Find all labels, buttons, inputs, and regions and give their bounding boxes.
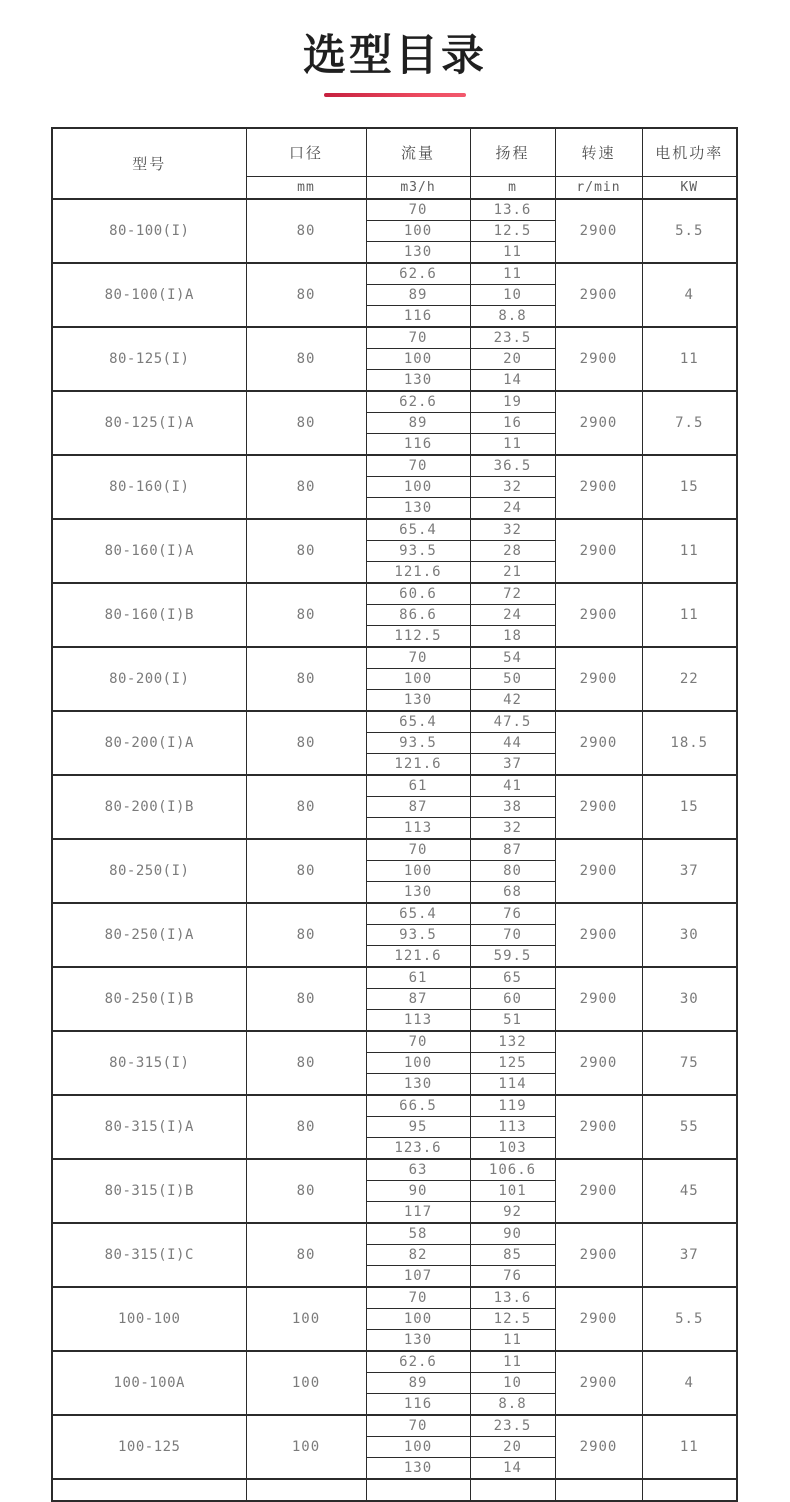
table-header [52,128,737,199]
unit-power: KW [642,177,737,200]
table-row [52,967,737,989]
diameter-cell: 100 [246,1415,366,1479]
flow-cell: 58 [366,1223,470,1245]
head-cell: 12.5 [470,221,555,242]
flow-cell: 70 [366,1415,470,1437]
flow-cell: 70 [366,327,470,349]
header-diameter: 口径 [246,128,366,177]
head-cell: 106.6 [470,1159,555,1181]
head-cell: 44 [470,733,555,754]
flow-cell: 121.6 [366,754,470,776]
diameter-cell: 100 [246,1351,366,1415]
head-cell: 11 [470,434,555,456]
table-row [52,1031,737,1053]
model-cell [52,1479,246,1501]
flow-cell: 113 [366,1010,470,1032]
unit-diameter: mm [246,177,366,200]
head-cell: 28 [470,541,555,562]
head-cell: 85 [470,1245,555,1266]
power-cell: 11 [642,327,737,391]
speed-cell: 2900 [555,583,642,647]
diameter-cell [246,1479,366,1501]
flow-cell: 61 [366,775,470,797]
head-cell: 51 [470,1010,555,1032]
table-row [52,839,737,861]
flow-cell: 60.6 [366,583,470,605]
flow-cell: 63 [366,1159,470,1181]
power-cell: 4 [642,263,737,327]
head-cell: 125 [470,1053,555,1074]
head-cell: 119 [470,1095,555,1117]
head-cell: 23.5 [470,327,555,349]
flow-cell: 107 [366,1266,470,1288]
head-cell: 65 [470,967,555,989]
head-cell: 50 [470,669,555,690]
diameter-cell: 80 [246,647,366,711]
flow-cell: 130 [366,690,470,712]
speed-cell: 2900 [555,903,642,967]
flow-cell: 90 [366,1181,470,1202]
flow-cell: 65.4 [366,903,470,925]
power-cell: 30 [642,967,737,1031]
head-cell: 11 [470,1351,555,1373]
flow-cell: 89 [366,413,470,434]
flow-cell: 61 [366,967,470,989]
table-row [52,647,737,669]
flow-cell: 100 [366,1437,470,1458]
head-cell: 80 [470,861,555,882]
speed-cell: 2900 [555,1031,642,1095]
speed-cell: 2900 [555,263,642,327]
flow-cell: 82 [366,1245,470,1266]
head-cell: 11 [470,1330,555,1352]
speed-cell: 2900 [555,199,642,263]
header-head: 扬程 [470,128,555,177]
model-cell: 80-200(I)B [52,775,246,839]
head-cell: 11 [470,263,555,285]
head-cell [470,1479,555,1501]
flow-cell: 100 [366,349,470,370]
head-cell: 8.8 [470,306,555,328]
flow-cell: 62.6 [366,391,470,413]
flow-cell: 130 [366,370,470,392]
head-cell: 76 [470,903,555,925]
diameter-cell: 80 [246,583,366,647]
unit-flow: m3/h [366,177,470,200]
head-cell: 90 [470,1223,555,1245]
head-cell: 24 [470,498,555,520]
diameter-cell: 80 [246,1223,366,1287]
head-cell: 132 [470,1031,555,1053]
speed-cell: 2900 [555,967,642,1031]
model-cell: 80-100(I)A [52,263,246,327]
flow-cell: 70 [366,1031,470,1053]
flow-cell: 116 [366,306,470,328]
head-cell: 38 [470,797,555,818]
table-row [52,1287,737,1309]
flow-cell: 86.6 [366,605,470,626]
diameter-cell: 80 [246,1031,366,1095]
flow-cell: 62.6 [366,1351,470,1373]
model-cell: 80-160(I)B [52,583,246,647]
table-row [52,1415,737,1437]
model-cell: 80-125(I) [52,327,246,391]
model-cell: 100-100 [52,1287,246,1351]
page-title: 选型目录 [303,31,487,81]
head-cell: 54 [470,647,555,669]
flow-cell: 130 [366,882,470,904]
table-row [52,519,737,541]
diameter-cell: 80 [246,775,366,839]
diameter-cell: 80 [246,1095,366,1159]
diameter-cell: 80 [246,327,366,391]
table-row [52,1159,737,1181]
speed-cell: 2900 [555,1351,642,1415]
model-cell: 80-315(I)A [52,1095,246,1159]
power-cell: 5.5 [642,199,737,263]
flow-cell: 112.5 [366,626,470,648]
model-cell: 80-160(I)A [52,519,246,583]
head-cell: 76 [470,1266,555,1288]
flow-cell: 117 [366,1202,470,1224]
unit-speed: r/min [555,177,642,200]
flow-cell: 95 [366,1117,470,1138]
model-cell: 80-200(I) [52,647,246,711]
head-cell: 114 [470,1074,555,1096]
diameter-cell: 80 [246,839,366,903]
flow-cell: 116 [366,1394,470,1416]
header-power: 电机功率 [642,128,737,177]
model-cell: 80-250(I) [52,839,246,903]
header-flow: 流量 [366,128,470,177]
speed-cell: 2900 [555,391,642,455]
power-cell: 4 [642,1351,737,1415]
speed-cell: 2900 [555,1095,642,1159]
speed-cell: 2900 [555,839,642,903]
table-row [52,775,737,797]
power-cell: 15 [642,775,737,839]
flow-cell: 93.5 [366,925,470,946]
flow-cell: 100 [366,669,470,690]
model-cell: 80-315(I)B [52,1159,246,1223]
power-cell: 55 [642,1095,737,1159]
flow-cell: 121.6 [366,946,470,968]
header-speed: 转速 [555,128,642,177]
head-cell: 32 [470,818,555,840]
flow-cell: 100 [366,477,470,498]
speed-cell: 2900 [555,711,642,775]
model-cell: 80-315(I)C [52,1223,246,1287]
power-cell: 45 [642,1159,737,1223]
head-cell: 10 [470,285,555,306]
diameter-cell: 80 [246,455,366,519]
table-row [52,583,737,605]
head-cell: 42 [470,690,555,712]
head-cell: 13.6 [470,199,555,221]
diameter-cell: 80 [246,391,366,455]
flow-cell: 116 [366,434,470,456]
head-cell: 18 [470,626,555,648]
speed-cell: 2900 [555,647,642,711]
diameter-cell: 80 [246,711,366,775]
flow-cell: 130 [366,1458,470,1480]
power-cell: 37 [642,1223,737,1287]
flow-cell: 100 [366,221,470,242]
model-cell: 80-125(I)A [52,391,246,455]
diameter-cell: 80 [246,1159,366,1223]
head-cell: 20 [470,349,555,370]
title-divider [324,93,466,97]
flow-cell: 70 [366,455,470,477]
model-cell: 80-250(I)A [52,903,246,967]
flow-cell: 123.6 [366,1138,470,1160]
table-row [52,1223,737,1245]
head-cell: 14 [470,1458,555,1480]
diameter-cell: 80 [246,903,366,967]
flow-cell: 62.6 [366,263,470,285]
table-body [52,199,737,1501]
power-cell: 11 [642,583,737,647]
speed-cell [555,1479,642,1501]
speed-cell: 2900 [555,519,642,583]
selection-catalog-table [51,127,738,1502]
power-cell: 11 [642,519,737,583]
flow-cell: 89 [366,285,470,306]
head-cell: 24 [470,605,555,626]
head-cell: 14 [470,370,555,392]
head-cell: 103 [470,1138,555,1160]
power-cell: 18.5 [642,711,737,775]
power-cell: 30 [642,903,737,967]
model-cell: 80-160(I) [52,455,246,519]
flow-cell: 130 [366,1074,470,1096]
head-cell: 37 [470,754,555,776]
head-cell: 92 [470,1202,555,1224]
head-cell: 36.5 [470,455,555,477]
power-cell: 22 [642,647,737,711]
head-cell: 87 [470,839,555,861]
power-cell [642,1479,737,1501]
head-cell: 68 [470,882,555,904]
model-cell: 80-250(I)B [52,967,246,1031]
model-cell: 100-100A [52,1351,246,1415]
diameter-cell: 80 [246,263,366,327]
flow-cell: 100 [366,1053,470,1074]
speed-cell: 2900 [555,455,642,519]
diameter-cell: 80 [246,519,366,583]
head-cell: 11 [470,242,555,264]
speed-cell: 2900 [555,1287,642,1351]
head-cell: 10 [470,1373,555,1394]
speed-cell: 2900 [555,1159,642,1223]
flow-cell [366,1479,470,1501]
head-cell: 41 [470,775,555,797]
speed-cell: 2900 [555,327,642,391]
flow-cell: 70 [366,839,470,861]
head-cell: 72 [470,583,555,605]
table-row [52,199,737,221]
table-row [52,711,737,733]
header-model: 型号 [52,128,246,199]
table-row [52,263,737,285]
flow-cell: 87 [366,989,470,1010]
head-cell: 8.8 [470,1394,555,1416]
speed-cell: 2900 [555,1415,642,1479]
flow-cell: 100 [366,1309,470,1330]
model-cell: 80-200(I)A [52,711,246,775]
head-cell: 32 [470,477,555,498]
head-cell: 70 [470,925,555,946]
flow-cell: 130 [366,498,470,520]
flow-cell: 70 [366,1287,470,1309]
diameter-cell: 80 [246,199,366,263]
head-cell: 59.5 [470,946,555,968]
head-cell: 20 [470,1437,555,1458]
flow-cell: 93.5 [366,541,470,562]
speed-cell: 2900 [555,775,642,839]
head-cell: 13.6 [470,1287,555,1309]
flow-cell: 130 [366,1330,470,1352]
head-cell: 32 [470,519,555,541]
power-cell: 15 [642,455,737,519]
flow-cell: 65.4 [366,711,470,733]
unit-head: m [470,177,555,200]
model-cell: 80-315(I) [52,1031,246,1095]
head-cell: 19 [470,391,555,413]
model-cell: 100-125 [52,1415,246,1479]
flow-cell: 66.5 [366,1095,470,1117]
head-cell: 23.5 [470,1415,555,1437]
power-cell: 7.5 [642,391,737,455]
head-cell: 113 [470,1117,555,1138]
table-row [52,327,737,349]
power-cell: 11 [642,1415,737,1479]
head-cell: 47.5 [470,711,555,733]
table-row-partial [52,1479,737,1501]
diameter-cell: 80 [246,967,366,1031]
speed-cell: 2900 [555,1223,642,1287]
head-cell: 101 [470,1181,555,1202]
head-cell: 21 [470,562,555,584]
diameter-cell: 100 [246,1287,366,1351]
flow-cell: 93.5 [366,733,470,754]
flow-cell: 70 [366,199,470,221]
power-cell: 5.5 [642,1287,737,1351]
flow-cell: 100 [366,861,470,882]
flow-cell: 130 [366,242,470,264]
table-row [52,455,737,477]
power-cell: 75 [642,1031,737,1095]
power-cell: 37 [642,839,737,903]
flow-cell: 65.4 [366,519,470,541]
flow-cell: 70 [366,647,470,669]
table-row [52,1095,737,1117]
head-cell: 16 [470,413,555,434]
flow-cell: 113 [366,818,470,840]
head-cell: 12.5 [470,1309,555,1330]
table-row [52,903,737,925]
flow-cell: 87 [366,797,470,818]
head-cell: 60 [470,989,555,1010]
flow-cell: 89 [366,1373,470,1394]
model-cell: 80-100(I) [52,199,246,263]
table-row [52,1351,737,1373]
flow-cell: 121.6 [366,562,470,584]
table-row [52,391,737,413]
